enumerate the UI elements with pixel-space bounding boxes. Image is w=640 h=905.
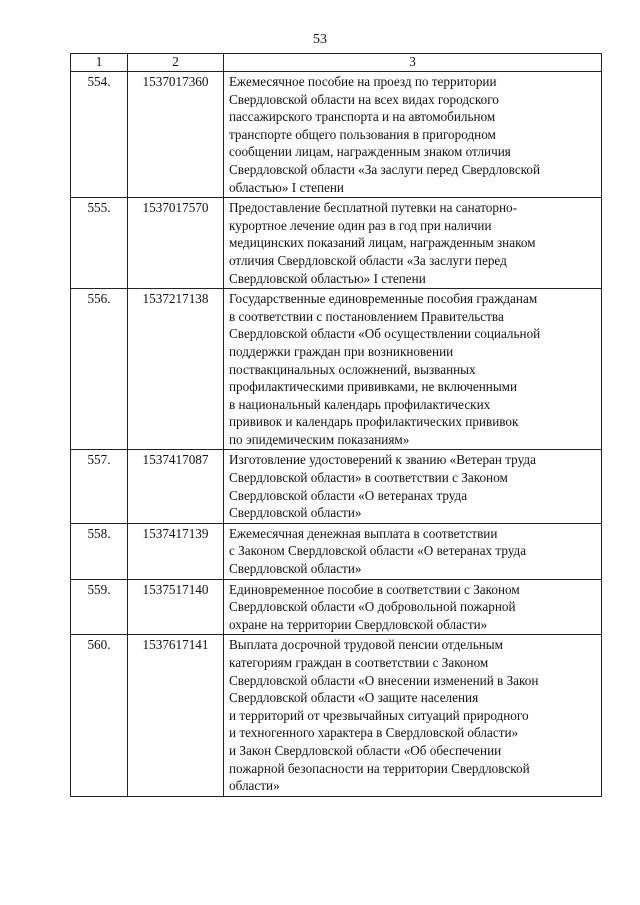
row-number: 557. bbox=[71, 450, 128, 523]
table-row bbox=[71, 289, 602, 450]
description-line: Государственные единовременные пособия гражданам bbox=[229, 291, 538, 307]
column-header-code: 2 bbox=[128, 54, 224, 72]
description-line: медицинских показаний лицам, награжденным знаком bbox=[229, 235, 536, 251]
description-line: Единовременное пособие в соответствии с Законом bbox=[229, 581, 520, 597]
description-line: курортное лечение один раз в год при наличии bbox=[229, 217, 492, 233]
description-line: поствакцинальных осложнений, вызванных bbox=[229, 361, 476, 377]
description-line: Ежемесячное пособие на проезд по территории bbox=[229, 74, 497, 89]
row-number: 556. bbox=[71, 289, 128, 450]
description-line: пассажирского транспорта и на автомобильном bbox=[229, 109, 496, 125]
description-line: и Закон Свердловской области «Об обеспечении bbox=[229, 742, 502, 758]
row-number: 560. bbox=[71, 635, 128, 796]
row-number: 558. bbox=[71, 523, 128, 579]
payments-table bbox=[70, 53, 602, 797]
row-code: 1537417139 bbox=[128, 523, 224, 579]
row-number: 554. bbox=[71, 72, 128, 198]
description-line: области» bbox=[229, 778, 280, 794]
description-line: Свердловской области «О ветеранах труда bbox=[229, 487, 468, 503]
column-header-description: 3 bbox=[224, 54, 602, 72]
description-line: Свердловской области на всех видах городского bbox=[229, 91, 499, 107]
description-line: с Законом Свердловской области «О ветеранах труда bbox=[229, 543, 527, 559]
row-code: 1537017360 bbox=[128, 72, 224, 198]
table-row bbox=[71, 72, 602, 198]
row-code: 1537017570 bbox=[128, 198, 224, 289]
row-code: 1537617141 bbox=[128, 635, 224, 796]
row-description bbox=[224, 450, 602, 523]
description-line: Свердловской области «О внесении изменений в Закон bbox=[229, 672, 539, 688]
row-number: 555. bbox=[71, 198, 128, 289]
table-row bbox=[71, 198, 602, 289]
description-line: Выплата досрочной трудовой пенсии отдельным bbox=[229, 637, 504, 653]
description-line: сообщении лицам, награжденным знаком отличия bbox=[229, 144, 511, 160]
description-line: Изготовление удостоверений к званию «Ветеран труда bbox=[229, 452, 536, 468]
row-description bbox=[224, 289, 602, 450]
table-row bbox=[71, 635, 602, 796]
row-description bbox=[224, 579, 602, 635]
description-line: областью» I степени bbox=[229, 179, 344, 195]
description-line: охране на территории Свердловской области» bbox=[229, 616, 488, 632]
description-line: и техногенного характера в Свердловской области» bbox=[229, 725, 519, 741]
description-line: транспорте общего пользования в пригородном bbox=[229, 126, 496, 142]
description-line: прививок и календарь профилактических прививок bbox=[229, 414, 519, 430]
description-line: Предоставление бесплатной путевки на санаторно- bbox=[229, 200, 518, 216]
row-number: 559. bbox=[71, 579, 128, 635]
page-number: 53 bbox=[313, 32, 327, 47]
description-line: Свердловской области «Об осуществлении социальной bbox=[229, 326, 541, 342]
table-row bbox=[71, 579, 602, 635]
column-header-number: 1 bbox=[71, 54, 128, 72]
description-line: профилактическими прививками, не включенными bbox=[229, 379, 518, 395]
row-code: 1537217138 bbox=[128, 289, 224, 450]
description-line: и территорий от чрезвычайных ситуаций природного bbox=[229, 707, 529, 723]
description-line: в соответствии с постановлением Правительства bbox=[229, 308, 504, 324]
table-header-row bbox=[71, 54, 602, 72]
row-description bbox=[224, 72, 602, 198]
description-line: пожарной безопасности на территории Свердловской bbox=[229, 760, 530, 776]
description-line: Свердловской области «За заслуги перед Свердловской bbox=[229, 161, 541, 177]
description-line: поддержки граждан при возникновении bbox=[229, 343, 454, 359]
description-line: по эпидемическим показаниям» bbox=[229, 431, 410, 447]
description-line: в национальный календарь профилактических bbox=[229, 396, 491, 412]
description-line: Свердловской области» в соответствии с Законом bbox=[229, 470, 508, 486]
row-description bbox=[224, 198, 602, 289]
description-line: Свердловской областью» I степени bbox=[229, 270, 426, 286]
row-description bbox=[224, 635, 602, 796]
description-line: Свердловской области» bbox=[229, 561, 362, 577]
description-line: Свердловской области «О добровольной пожарной bbox=[229, 599, 516, 615]
row-code: 1537517140 bbox=[128, 579, 224, 635]
description-line: отличия Свердловской области «За заслуги перед bbox=[229, 252, 507, 268]
description-line: Свердловской области» bbox=[229, 505, 362, 521]
row-code: 1537417087 bbox=[128, 450, 224, 523]
description-line: Свердловской области «О защите населения bbox=[229, 690, 479, 706]
description-line: категориям граждан в соответствии с Законом bbox=[229, 655, 489, 670]
description-line: Ежемесячная денежная выплата в соответствии bbox=[229, 525, 498, 541]
table-row bbox=[71, 523, 602, 579]
table-row bbox=[71, 450, 602, 523]
row-description bbox=[224, 523, 602, 579]
